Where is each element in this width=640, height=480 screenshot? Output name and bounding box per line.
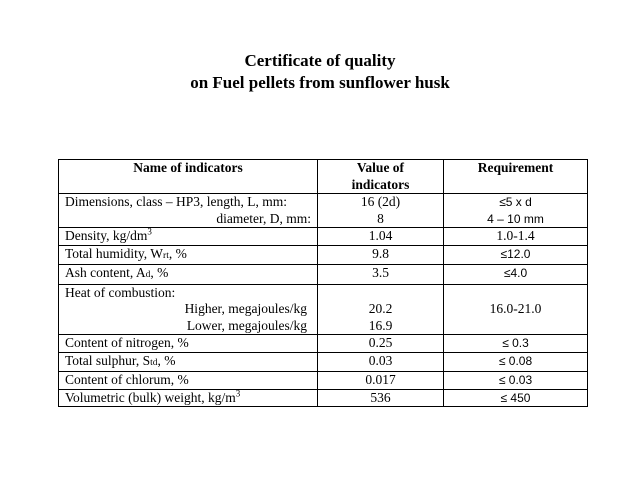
ash-label-text: Ash content, A <box>65 265 146 280</box>
sulphur-value: 0.03 <box>318 352 444 372</box>
header-value-line-2: indicators <box>351 176 410 192</box>
table-row-ash <box>59 265 588 285</box>
sulphur-label-tail: , % <box>157 352 176 368</box>
density-label <box>59 228 318 246</box>
dimensions-value-2: 8 <box>377 210 384 226</box>
nitrogen-requirement: ≤ 0.3 <box>444 335 588 353</box>
ash-requirement: ≤4.0 <box>444 265 588 285</box>
quality-table <box>58 159 588 407</box>
bulk-value: 536 <box>318 389 444 407</box>
ash-label <box>59 265 318 285</box>
heat-req: 16.0-21.0 <box>489 301 542 316</box>
nitrogen-value: 0.25 <box>318 335 444 353</box>
heat-label-line: Heat of combustion: <box>65 284 176 300</box>
humidity-requirement: ≤12.0 <box>444 245 588 265</box>
heat-lower-value: 16.9 <box>368 317 393 333</box>
bulk-label <box>59 389 318 407</box>
bulk-requirement: ≤ 450 <box>444 389 588 407</box>
density-label-sup: 3 <box>147 226 152 237</box>
humidity-label-tail: , % <box>168 245 187 261</box>
dimensions-requirement <box>444 194 588 228</box>
heat-label <box>59 284 318 335</box>
table-row-chlorum <box>59 372 588 390</box>
dimensions-label-line-2: diameter, D, mm: <box>216 210 311 226</box>
table-header-row <box>59 160 588 194</box>
table-row-humidity <box>59 245 588 265</box>
sulphur-requirement: ≤ 0.08 <box>444 352 588 372</box>
dimensions-value <box>318 194 444 228</box>
ash-label-tail: , % <box>150 265 169 280</box>
heat-higher-value: 20.2 <box>368 301 393 316</box>
bulk-label-text: Volumetric (bulk) weight, kg/m <box>65 389 236 405</box>
title-line-2: on Fuel pellets from sunflower husk <box>190 73 450 92</box>
table-row-heat <box>59 284 588 335</box>
dimensions-req-1: ≤5 x d <box>499 195 532 209</box>
header-value-line-1: Value of <box>356 160 405 175</box>
ash-label-sub: d <box>145 270 151 280</box>
ash-value: 3.5 <box>318 265 444 285</box>
humidity-label <box>59 245 318 265</box>
humidity-label-sub: rt <box>163 250 169 261</box>
dimensions-label <box>59 194 318 228</box>
heat-lower-label: Lower, megajoules/kg <box>186 317 307 333</box>
table-row-density <box>59 228 588 246</box>
density-label-text: Density, kg/dm <box>65 228 148 243</box>
chlorum-label: Content of chlorum, % <box>59 372 318 390</box>
table-row-sulphur <box>59 352 588 372</box>
heat-higher-label: Higher, megajoules/kg <box>184 301 307 316</box>
bulk-label-sup: 3 <box>235 388 241 398</box>
table-row-dimensions <box>59 194 588 228</box>
dimensions-value-1: 16 (2d) <box>360 194 401 209</box>
table-row-bulk <box>59 389 588 407</box>
heat-value <box>318 284 444 335</box>
header-name: Name of indicators <box>59 160 318 194</box>
density-requirement: 1.0-1.4 <box>444 228 588 246</box>
document-title <box>0 50 640 94</box>
heat-requirement <box>444 284 588 335</box>
chlorum-requirement: ≤ 0.03 <box>444 372 588 390</box>
sulphur-label-text: Total sulphur, S <box>65 352 151 368</box>
dimensions-req-2: 4 – 10 mm <box>487 211 544 226</box>
dimensions-label-line-1: Dimensions, class – HP3, length, L, mm: <box>65 194 287 209</box>
humidity-label-text: Total humidity, W <box>65 245 164 261</box>
density-value: 1.04 <box>318 228 444 246</box>
sulphur-label <box>59 352 318 372</box>
title-line-1: Certificate of quality <box>244 51 396 70</box>
humidity-value: 9.8 <box>318 245 444 265</box>
chlorum-value: 0.017 <box>318 372 444 390</box>
header-value <box>318 160 444 194</box>
sulphur-label-sub: td <box>150 357 158 368</box>
nitrogen-label: Content of nitrogen, % <box>59 335 318 353</box>
table-row-nitrogen <box>59 335 588 353</box>
header-requirement: Requirement <box>444 160 588 194</box>
